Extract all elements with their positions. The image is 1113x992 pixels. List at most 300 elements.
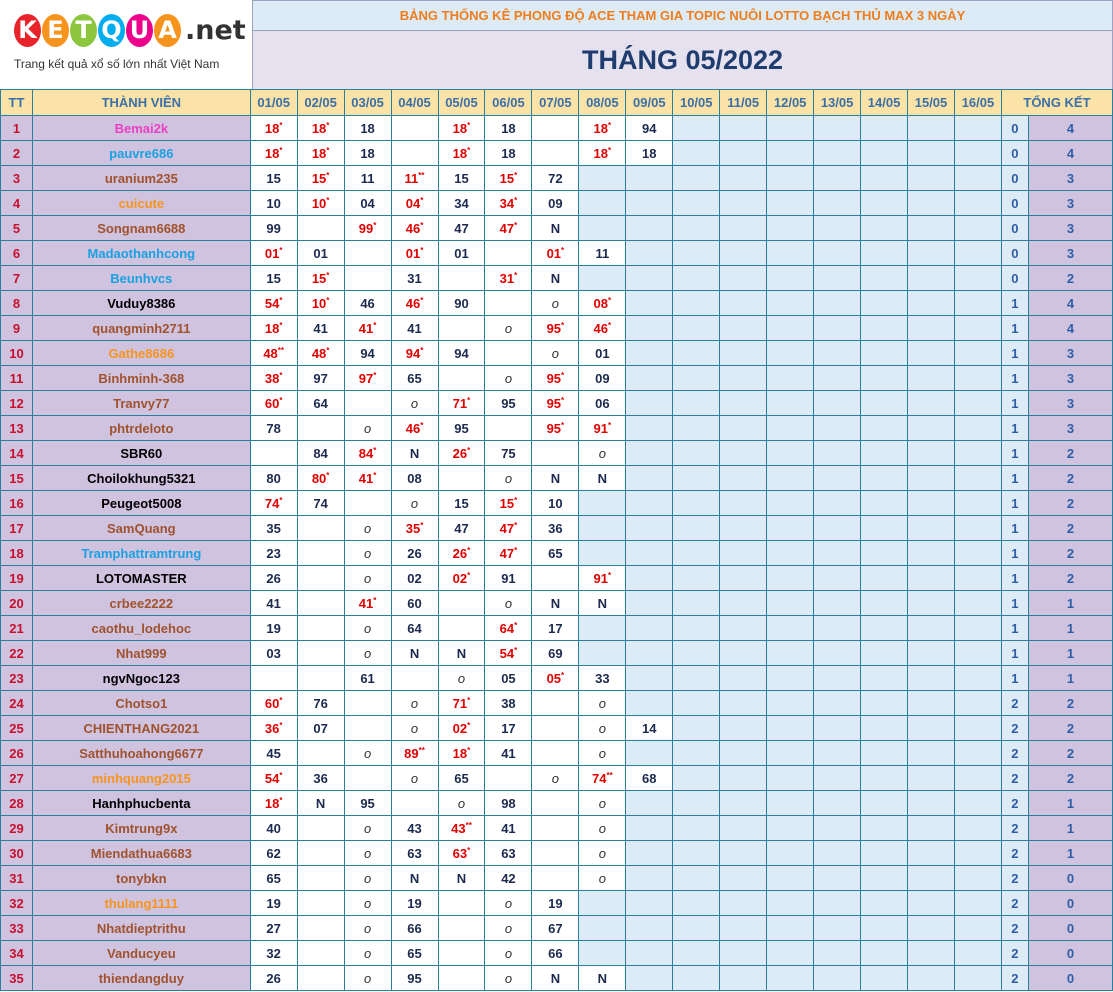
day-cell: [908, 241, 955, 266]
member-name: crbee2222: [32, 591, 250, 616]
day-cell: [297, 841, 344, 866]
total-count: 2: [1028, 766, 1112, 791]
day-cell: [814, 791, 861, 816]
table-row: [1, 291, 1113, 316]
day-cell: [297, 741, 344, 766]
day-cell: [438, 316, 485, 341]
logo-letter: Q: [98, 14, 125, 47]
day-cell: [579, 416, 626, 441]
day-cell: [673, 416, 720, 441]
day-cell: [344, 891, 391, 916]
day-cell: [954, 766, 1001, 791]
day-cell: N: [438, 866, 485, 891]
day-cell: [250, 141, 297, 166]
member-name: cuicute: [32, 191, 250, 216]
day-cell: [673, 216, 720, 241]
day-cell: [438, 891, 485, 916]
day-cell: [391, 191, 438, 216]
day-cell: [344, 391, 391, 416]
member-name: LOTOMASTER: [32, 566, 250, 591]
day-cell: [344, 641, 391, 666]
day-cell: [344, 966, 391, 991]
day-cell: 46: [344, 291, 391, 316]
day-cell: [954, 241, 1001, 266]
day-cell: [673, 291, 720, 316]
row-number: 33: [1, 916, 33, 941]
day-cell: 23: [250, 541, 297, 566]
day-cell: [861, 841, 908, 866]
day-cell: 33: [579, 666, 626, 691]
day-cell: [720, 766, 767, 791]
day-cell: [767, 316, 814, 341]
day-cell: [438, 741, 485, 766]
day-cell: [391, 116, 438, 141]
day-cell: [861, 741, 908, 766]
day-cell: [485, 766, 532, 791]
day-cell: [767, 941, 814, 966]
day-cell: [532, 141, 579, 166]
day-cell: 74: [297, 491, 344, 516]
day-cell: [861, 416, 908, 441]
wins-count: 2: [1001, 816, 1028, 841]
day-cell: 15: [250, 266, 297, 291]
day-cell: [720, 116, 767, 141]
day-cell: 63: [485, 841, 532, 866]
total-count: 1: [1028, 641, 1112, 666]
day-cell: [908, 441, 955, 466]
total-count: 2: [1028, 716, 1112, 741]
day-cell: [297, 891, 344, 916]
logo-letter: T: [70, 14, 97, 47]
day-cell: [767, 691, 814, 716]
day-cell: [579, 916, 626, 941]
day-cell: [720, 791, 767, 816]
day-cell: 94: [626, 116, 673, 141]
day-cell: [814, 166, 861, 191]
row-number: 12: [1, 391, 33, 416]
member-name: Binhminh-368: [32, 366, 250, 391]
wins-count: 1: [1001, 366, 1028, 391]
day-cell: [344, 266, 391, 291]
wins-count: 0: [1001, 141, 1028, 166]
table-row: [1, 516, 1113, 541]
day-cell: [908, 691, 955, 716]
day-cell: 14: [626, 716, 673, 741]
hit-number: 54*: [499, 645, 518, 661]
hit-number: 46*: [405, 420, 424, 436]
hit-number: 71*: [452, 695, 471, 711]
member-name: Vuduy8386: [32, 291, 250, 316]
day-cell: [250, 366, 297, 391]
day-cell: [954, 591, 1001, 616]
hit-number: 63*: [452, 845, 471, 861]
row-number: 15: [1, 466, 33, 491]
hit-number: 01*: [546, 245, 565, 261]
day-cell: [438, 441, 485, 466]
day-cell: [861, 291, 908, 316]
day-cell: [861, 316, 908, 341]
day-cell: [485, 966, 532, 991]
day-cell: [767, 791, 814, 816]
day-cell: [297, 466, 344, 491]
row-number: 5: [1, 216, 33, 241]
day-cell: [344, 591, 391, 616]
day-cell: [579, 766, 626, 791]
day-cell: [908, 791, 955, 816]
day-cell: [344, 741, 391, 766]
row-number: 22: [1, 641, 33, 666]
table-row: [1, 116, 1113, 141]
pending-mark: o: [504, 595, 513, 611]
day-cell: [391, 141, 438, 166]
day-cell: 97: [297, 366, 344, 391]
day-cell: [767, 916, 814, 941]
table-row: [1, 616, 1113, 641]
day-cell: 05: [485, 666, 532, 691]
day-cell: 18: [485, 116, 532, 141]
day-cell: 07: [297, 716, 344, 741]
member-name: Madaothanhcong: [32, 241, 250, 266]
day-cell: 17: [485, 716, 532, 741]
total-count: 2: [1028, 441, 1112, 466]
day-cell: [579, 641, 626, 666]
day-cell: [532, 866, 579, 891]
table-row: [1, 541, 1113, 566]
day-cell: [954, 391, 1001, 416]
total-count: 4: [1028, 291, 1112, 316]
table-title: BẢNG THỐNG KÊ PHONG ĐỘ ACE THAM GIA TOPIC NUÔI LOTTO BẠCH THỦ MAX 3 NGÀY: [253, 1, 1112, 31]
hit-number: 46*: [405, 295, 424, 311]
pending-mark: o: [363, 820, 372, 836]
member-name: phtrdeloto: [32, 416, 250, 441]
day-cell: 36: [532, 516, 579, 541]
day-cell: [532, 116, 579, 141]
day-cell: 41: [297, 316, 344, 341]
day-cell: 26: [250, 566, 297, 591]
day-cell: [626, 366, 673, 391]
day-cell: [767, 191, 814, 216]
day-cell: [814, 516, 861, 541]
member-name: Tranvy77: [32, 391, 250, 416]
day-cell: [344, 916, 391, 941]
hit-number: 54*: [264, 295, 283, 311]
day-cell: [954, 716, 1001, 741]
hit-number: 97*: [358, 370, 377, 386]
pending-mark: o: [504, 470, 513, 486]
wins-count: 0: [1001, 191, 1028, 216]
member-name: quangminh2711: [32, 316, 250, 341]
day-cell: [626, 241, 673, 266]
day-cell: [954, 791, 1001, 816]
day-cell: [532, 391, 579, 416]
day-cell: [861, 816, 908, 841]
hit-number: 41*: [358, 320, 377, 336]
day-cell: [954, 641, 1001, 666]
day-cell: 17: [532, 616, 579, 641]
hit-number: 74*: [264, 495, 283, 511]
day-cell: [485, 541, 532, 566]
day-cell: 41: [391, 316, 438, 341]
total-count: 2: [1028, 541, 1112, 566]
day-cell: N: [579, 466, 626, 491]
wins-count: 2: [1001, 891, 1028, 916]
day-cell: [297, 941, 344, 966]
wins-count: 1: [1001, 491, 1028, 516]
day-cell: [767, 666, 814, 691]
pending-mark: o: [504, 320, 513, 336]
day-cell: [579, 166, 626, 191]
pending-mark: o: [598, 795, 606, 811]
day-cell: [720, 966, 767, 991]
col-header-date: 05/05: [438, 90, 485, 116]
day-cell: [720, 291, 767, 316]
hit-number: 02*: [452, 720, 471, 736]
day-cell: [908, 516, 955, 541]
day-cell: [297, 541, 344, 566]
day-cell: [720, 266, 767, 291]
day-cell: 26: [391, 541, 438, 566]
day-cell: [579, 816, 626, 841]
day-cell: 15: [250, 166, 297, 191]
row-number: 26: [1, 741, 33, 766]
day-cell: [626, 391, 673, 416]
day-cell: 63: [391, 841, 438, 866]
day-cell: [861, 891, 908, 916]
day-cell: [485, 891, 532, 916]
hit-number: 89**: [404, 745, 425, 761]
row-number: 25: [1, 716, 33, 741]
day-cell: [297, 866, 344, 891]
day-cell: 38: [485, 691, 532, 716]
hit-number: 64*: [499, 620, 518, 636]
day-cell: [908, 716, 955, 741]
wins-count: 1: [1001, 566, 1028, 591]
pending-mark: o: [598, 870, 606, 886]
pending-mark: o: [410, 695, 419, 711]
day-cell: [767, 366, 814, 391]
col-header-date: 02/05: [297, 90, 344, 116]
day-cell: [250, 391, 297, 416]
table-row: [1, 966, 1113, 991]
day-cell: [532, 666, 579, 691]
member-name: Vanducyeu: [32, 941, 250, 966]
day-cell: 84: [297, 441, 344, 466]
table-row: [1, 666, 1113, 691]
row-number: 8: [1, 291, 33, 316]
pending-mark: o: [598, 695, 606, 711]
day-cell: 47: [438, 216, 485, 241]
day-cell: [908, 391, 955, 416]
total-count: 4: [1028, 141, 1112, 166]
day-cell: [579, 841, 626, 866]
member-name: Gathe8686: [32, 341, 250, 366]
pending-mark: o: [598, 820, 606, 836]
wins-count: 2: [1001, 791, 1028, 816]
day-cell: [485, 941, 532, 966]
member-name: Bemai2k: [32, 116, 250, 141]
day-cell: [344, 241, 391, 266]
day-cell: [720, 316, 767, 341]
day-cell: [344, 416, 391, 441]
header-row: [1, 90, 1113, 116]
day-cell: 26: [250, 966, 297, 991]
day-cell: [626, 516, 673, 541]
logo-tagline: Trang kết quả xổ số lớn nhất Việt Nam: [14, 57, 220, 71]
day-cell: [673, 341, 720, 366]
day-cell: [814, 816, 861, 841]
hit-number: 46*: [405, 220, 424, 236]
day-cell: [485, 491, 532, 516]
hit-number: 74**: [591, 770, 613, 786]
day-cell: 41: [485, 741, 532, 766]
day-cell: 03: [250, 641, 297, 666]
day-cell: N: [579, 966, 626, 991]
hit-number: 18*: [452, 120, 471, 136]
day-cell: [485, 616, 532, 641]
hit-number: 18*: [264, 795, 283, 811]
hit-number: 47*: [499, 220, 518, 236]
day-cell: [861, 391, 908, 416]
day-cell: [767, 116, 814, 141]
day-cell: [767, 616, 814, 641]
day-cell: [297, 816, 344, 841]
day-cell: [908, 166, 955, 191]
day-cell: [297, 516, 344, 541]
day-cell: [579, 291, 626, 316]
day-cell: [861, 691, 908, 716]
day-cell: [344, 616, 391, 641]
day-cell: [626, 541, 673, 566]
row-number: 34: [1, 941, 33, 966]
day-cell: 19: [250, 616, 297, 641]
day-cell: [250, 291, 297, 316]
day-cell: [344, 516, 391, 541]
total-count: 3: [1028, 191, 1112, 216]
total-count: 2: [1028, 491, 1112, 516]
day-cell: [673, 616, 720, 641]
day-cell: [861, 191, 908, 216]
table-row: [1, 691, 1113, 716]
day-cell: [250, 766, 297, 791]
member-name: Chotso1: [32, 691, 250, 716]
day-cell: [250, 341, 297, 366]
day-cell: 65: [532, 541, 579, 566]
day-cell: [767, 841, 814, 866]
day-cell: [626, 266, 673, 291]
day-cell: [954, 191, 1001, 216]
day-cell: [767, 816, 814, 841]
day-cell: [438, 266, 485, 291]
wins-count: 2: [1001, 866, 1028, 891]
day-cell: [673, 566, 720, 591]
pending-mark: o: [363, 845, 372, 861]
table-row: [1, 241, 1113, 266]
row-number: 30: [1, 841, 33, 866]
day-cell: [485, 216, 532, 241]
day-cell: [954, 741, 1001, 766]
hit-number: 11**: [404, 170, 425, 186]
day-cell: [908, 216, 955, 241]
total-count: 1: [1028, 666, 1112, 691]
table-row: [1, 166, 1113, 191]
day-cell: 91: [485, 566, 532, 591]
day-cell: [673, 491, 720, 516]
hit-number: 60*: [264, 395, 283, 411]
day-cell: [626, 591, 673, 616]
day-cell: 95: [344, 791, 391, 816]
day-cell: [297, 591, 344, 616]
ketqua-logo[interactable]: [0, 0, 252, 89]
day-cell: [954, 291, 1001, 316]
pending-mark: o: [504, 370, 513, 386]
pending-mark: o: [363, 545, 372, 561]
hit-number: 95*: [546, 395, 565, 411]
table-row: [1, 841, 1113, 866]
row-number: 31: [1, 866, 33, 891]
day-cell: [908, 866, 955, 891]
day-cell: [814, 641, 861, 666]
pending-mark: o: [504, 895, 513, 911]
wins-count: 2: [1001, 916, 1028, 941]
day-cell: [720, 616, 767, 641]
day-cell: [297, 166, 344, 191]
day-cell: [767, 566, 814, 591]
title-box: [252, 0, 1113, 89]
day-cell: [250, 116, 297, 141]
wins-count: 0: [1001, 166, 1028, 191]
day-cell: 18: [344, 141, 391, 166]
hit-number: 47*: [499, 545, 518, 561]
day-cell: [532, 816, 579, 841]
day-cell: 62: [250, 841, 297, 866]
wins-count: 0: [1001, 116, 1028, 141]
day-cell: [673, 791, 720, 816]
day-cell: N: [532, 266, 579, 291]
day-cell: N: [391, 441, 438, 466]
day-cell: [626, 316, 673, 341]
total-count: 3: [1028, 166, 1112, 191]
day-cell: [720, 191, 767, 216]
day-cell: [297, 916, 344, 941]
day-cell: 72: [532, 166, 579, 191]
day-cell: [767, 441, 814, 466]
day-cell: 09: [532, 191, 579, 216]
day-cell: [626, 641, 673, 666]
day-cell: [579, 941, 626, 966]
day-cell: [908, 191, 955, 216]
member-name: Tramphattramtrung: [32, 541, 250, 566]
pending-mark: o: [551, 295, 559, 311]
pending-mark: o: [410, 720, 419, 736]
day-cell: [673, 691, 720, 716]
day-cell: [626, 566, 673, 591]
day-cell: [297, 291, 344, 316]
col-header-date: 13/05: [814, 90, 861, 116]
day-cell: [767, 266, 814, 291]
member-name: uranium235: [32, 166, 250, 191]
day-cell: [673, 516, 720, 541]
day-cell: [720, 841, 767, 866]
day-cell: [954, 366, 1001, 391]
member-name: Nhatdieptrithu: [32, 916, 250, 941]
wins-count: 1: [1001, 466, 1028, 491]
day-cell: [579, 616, 626, 641]
day-cell: [908, 541, 955, 566]
day-cell: [626, 816, 673, 841]
day-cell: [767, 866, 814, 891]
day-cell: [861, 766, 908, 791]
day-cell: [954, 916, 1001, 941]
